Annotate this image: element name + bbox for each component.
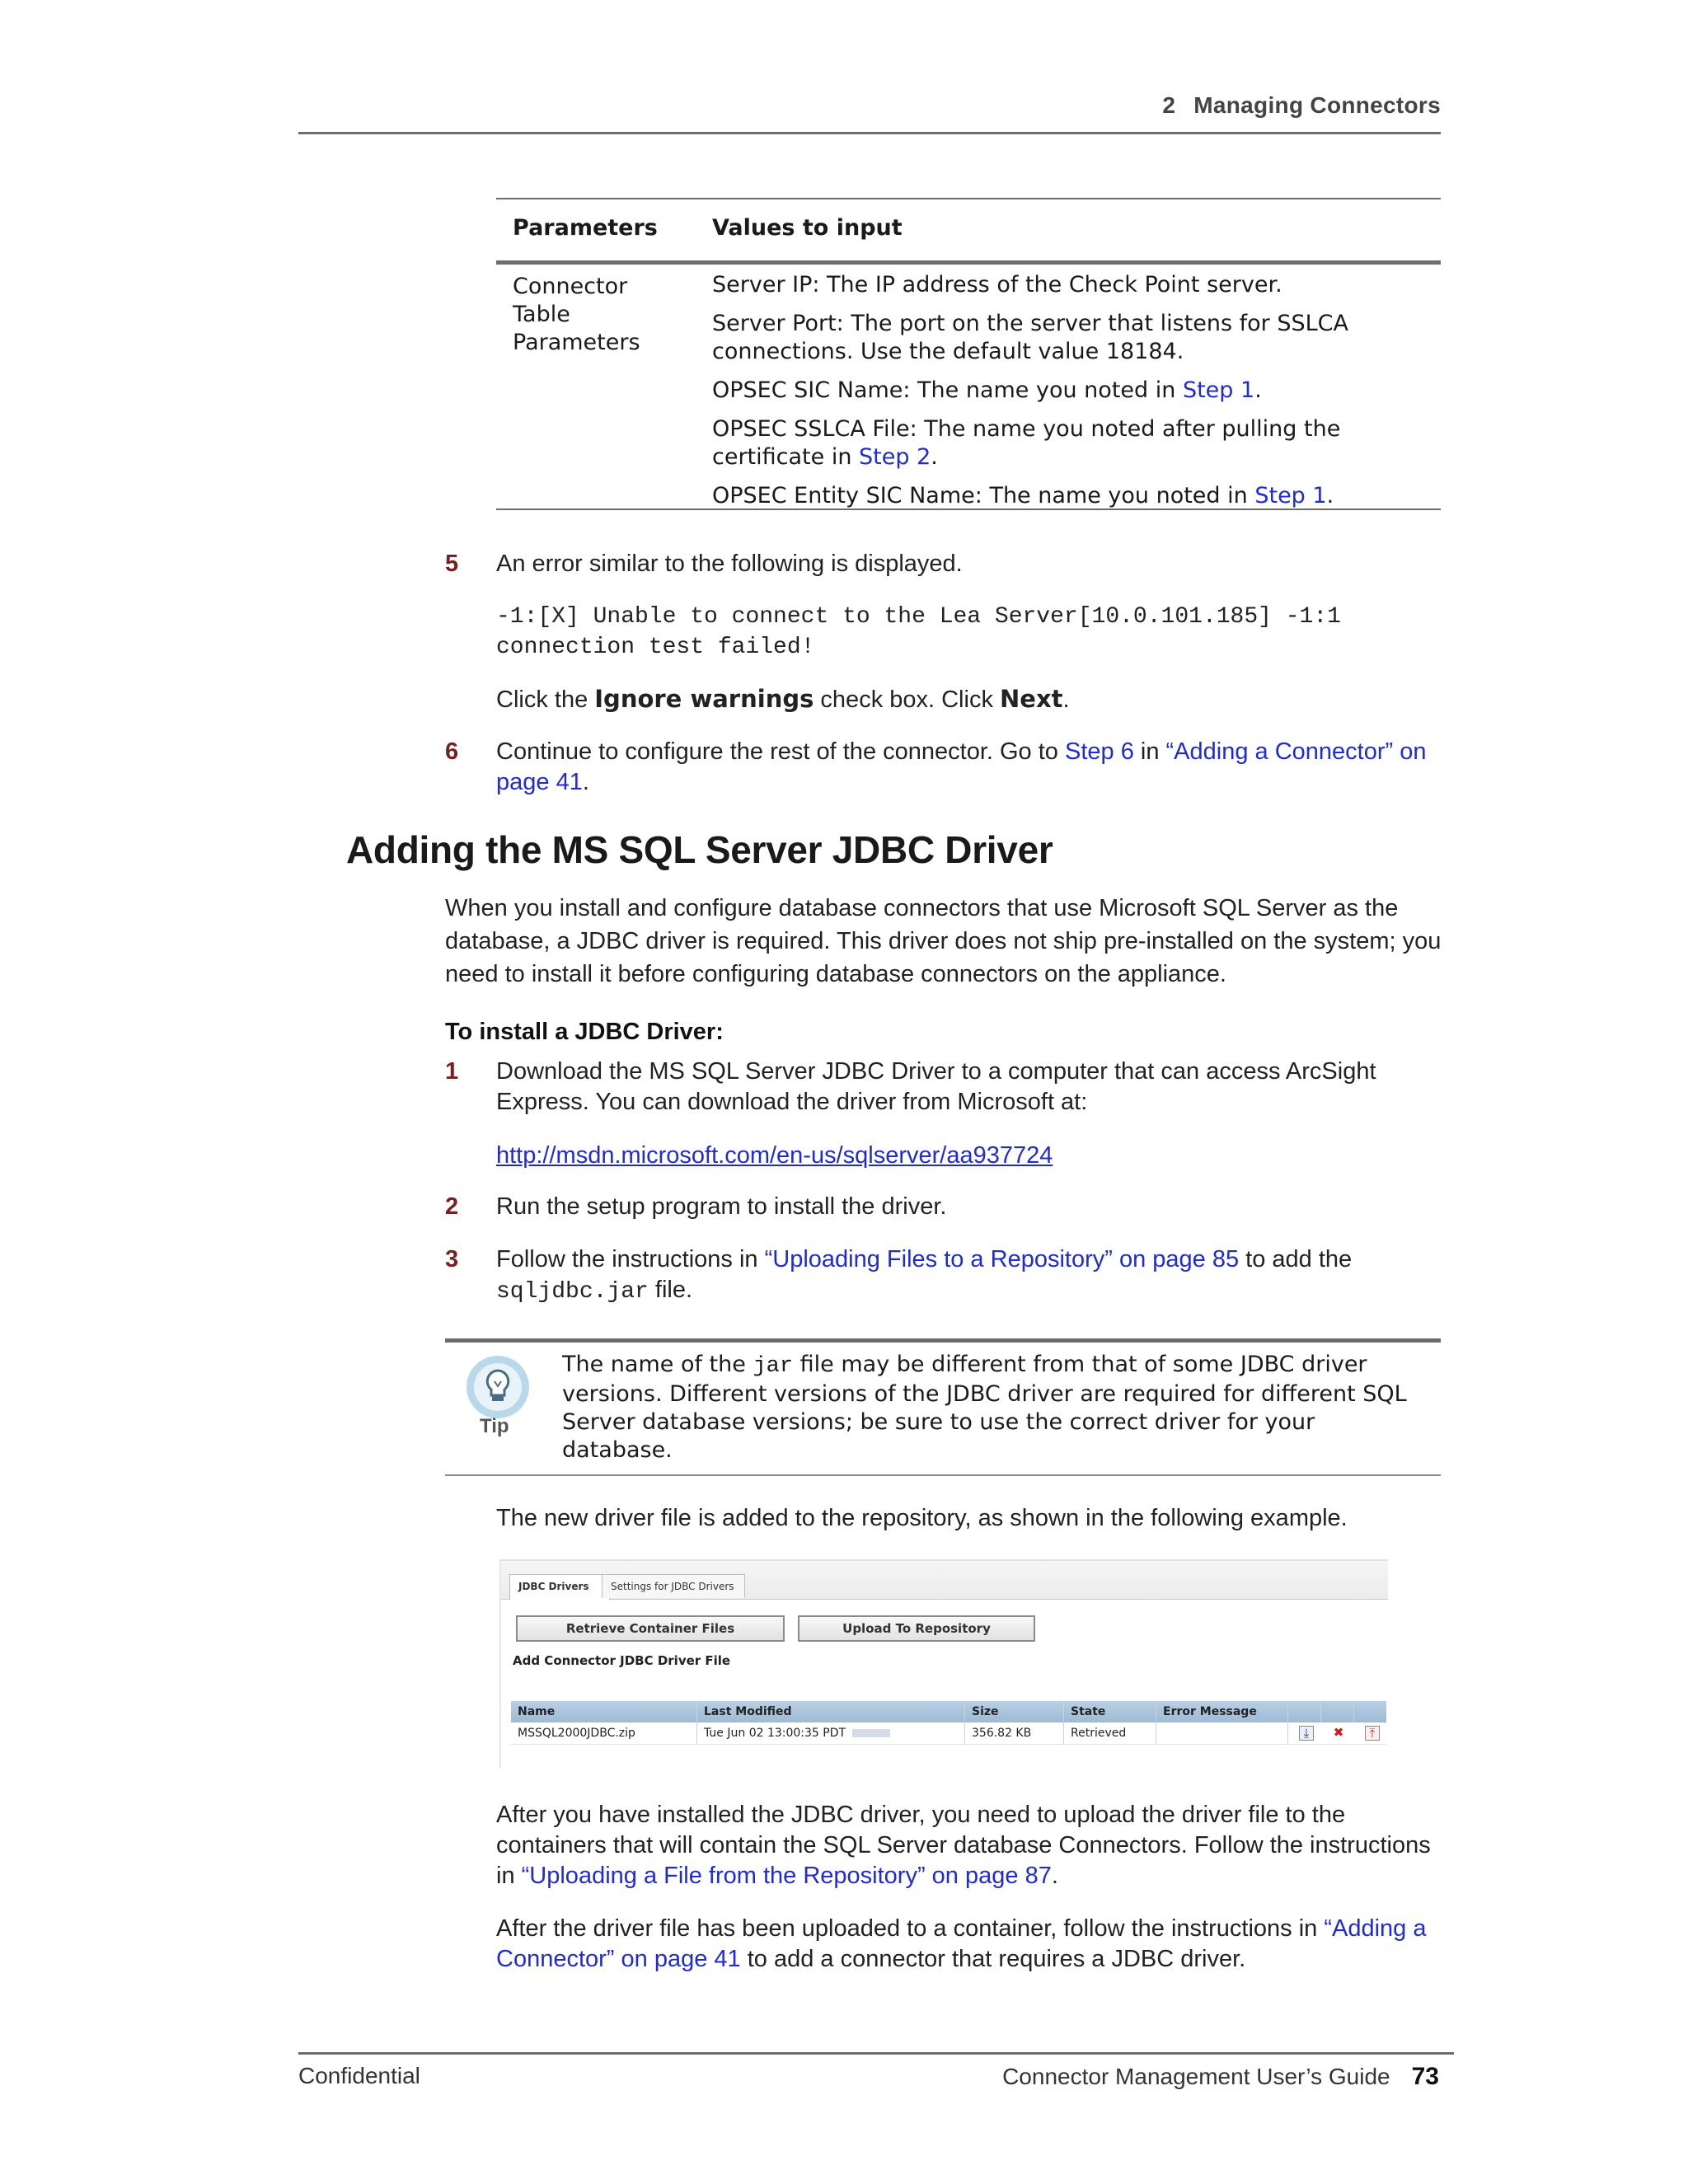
error-code-block [496,602,1441,663]
tip-icon [463,1354,537,1445]
grid-title: Add Connector JDBC Driver File [513,1653,731,1668]
paragraph-text: After you have installed the JDBC driver, you need to upload the driver file to the containers that will contain the SQL Server database Connectors. Follow the instructions in [496,1802,1431,1889]
paragraph-text: After the driver file has been uploaded to a container, follow the instructions in [496,1915,1325,1942]
tip-text-part: file may be different from that of some JDBC driver versions. Different versions of the JDBC driver are required for different SQL Server database versions; be sure to use the correct driver for your database. [562,1352,1407,1463]
step-number: 5 [445,551,459,577]
jar-code: jar [753,1354,794,1379]
retrieve-container-files-button[interactable]: Retrieve Container Files [516,1615,785,1642]
cell-name: MSSQL2000JDBC.zip [511,1722,697,1744]
grid-header [511,1701,1386,1722]
step-number: 1 [445,1058,459,1085]
table-row[interactable] [511,1722,1386,1745]
column-size[interactable]: Size [965,1701,1064,1722]
guide-title: Connector Management User’s Guide [1002,2064,1390,2089]
value-sslca-file [712,415,1421,471]
section-title: Adding the MS SQL Server JDBC Driver [346,828,1053,871]
microsoft-url [496,1141,1053,1171]
link-step-1[interactable]: Step 1 [1182,377,1255,403]
value-entity-sic-name [712,482,1421,510]
link-adding-a-connector[interactable]: “Adding a Connector” on page 41 [496,738,1427,795]
footer-confidential: Confidential [298,2063,420,2088]
column-action [1288,1701,1321,1722]
punctuation: . [1326,483,1334,509]
upload-to-repository-button[interactable]: Upload To Repository [798,1615,1035,1642]
chapter-title: Managing Connectors [1193,92,1441,118]
paragraph-text: to add a connector that requires a JDBC driver. [740,1946,1246,1972]
link-step-1[interactable]: Step 1 [1254,483,1327,509]
value-text: OPSEC Entity SIC Name: The name you noted in [712,483,1255,509]
link-step-2[interactable]: Step 2 [859,444,931,470]
parameter-values [712,271,1421,521]
step-number: 6 [445,738,459,765]
after-tip-text: The new driver file is added to the repository, as shown in the following example. [496,1505,1348,1531]
column-action [1354,1701,1386,1722]
link-uploading-file-from-repository[interactable]: “Uploading a File from the Repository” on page 87 [521,1863,1052,1889]
repository-screenshot [499,1559,1388,1769]
value-text: OPSEC SIC Name: The name you noted in [712,377,1183,403]
download-icon[interactable]: ⤓ [1299,1726,1314,1741]
page-header [298,92,1441,134]
filename-code: sqljdbc.jar [496,1279,649,1305]
cell-error-message [1156,1722,1288,1744]
column-error-message[interactable]: Error Message [1156,1701,1288,1722]
punctuation: . [931,444,938,470]
upload-icon[interactable]: ⤒ [1365,1726,1380,1741]
tab-bar [501,1559,1388,1600]
redacted-mark [852,1729,890,1737]
driver-file-grid [511,1701,1386,1745]
parameters-table [496,198,1441,510]
value-text: OPSEC SSLCA File: The name you noted after pulling the certificate in [712,416,1341,470]
column-state[interactable]: State [1064,1701,1156,1722]
value-server-port: Server Port: The port on the server that listens for SSLCA connections. Use the default value 18184. [712,311,1349,364]
cell-size: 356.82 KB [965,1722,1064,1744]
next-label: Next [1000,685,1063,713]
tip-label: Tip [480,1415,509,1437]
step-number: 2 [445,1193,459,1220]
closing-paragraph-2 [496,1914,1441,1975]
microsoft-url-link[interactable]: http://msdn.microsoft.com/en-us/sqlserver/aa937724 [496,1142,1053,1169]
column-header-parameters: Parameters [513,215,658,241]
step-6-text [496,737,1441,798]
install-step-1-text: Download the MS SQL Server JDBC Driver to a computer that can access ArcSight Express. You can download the driver from Microsoft at: [496,1058,1376,1115]
step-5-instruction [496,684,1441,715]
parameter-name: Connector Table Parameters [513,274,640,355]
instruction-text: check box. Click [814,687,1001,713]
value-server-ip: Server IP: The IP address of the Check Point server. [712,272,1282,298]
step-5-text: An error similar to the following is displayed. [496,551,963,577]
cell-last-modified [697,1722,965,1744]
link-uploading-files[interactable]: “Uploading Files to a Repository” on page 85 [764,1246,1240,1272]
code-line: -1:[X] Unable to connect to the Lea Server[10.0.101.185] -1:1 [496,604,1341,630]
procedure-title: To install a JDBC Driver: [445,1019,724,1045]
footer-guide [1002,2063,1439,2091]
column-last-modified[interactable]: Last Modified [697,1701,965,1722]
page-number: 73 [1411,2063,1439,2090]
value-sic-name [712,377,1421,405]
step-text: Continue to configure the rest of the connector. Go to [496,738,1065,765]
tab-settings-jdbc-drivers[interactable]: Settings for JDBC Drivers [602,1574,745,1598]
instruction-text: Click the [496,687,595,713]
page-footer [298,2052,1454,2096]
section-intro: When you install and configure database connectors that use Microsoft SQL Server as the database, a JDBC driver is required. This driver does not ship pre-installed on the system; you need to install it before configuring database connectors on the appliance. [445,895,1442,987]
running-header [1162,92,1441,119]
code-line: connection test failed! [496,635,815,660]
closing-paragraph-1 [496,1800,1441,1891]
modified-text: Tue Jun 02 13:00:35 PDT [704,1727,846,1740]
tip-box [445,1338,1441,1476]
punctuation: . [1062,687,1070,713]
step-text: to add the [1239,1246,1353,1272]
cell-state: Retrieved [1064,1722,1156,1744]
delete-icon[interactable]: ✖ [1333,1725,1344,1740]
step-text: in [1133,738,1166,765]
step-number: 3 [445,1246,459,1272]
tip-text [562,1351,1428,1465]
step-text: Follow the instructions in [496,1246,765,1272]
link-adding-a-connector[interactable]: “Adding a Connector” on page 41 [496,1915,1427,1972]
chapter-number: 2 [1162,92,1176,118]
step-text: file. [648,1277,693,1303]
ignore-warnings-label: Ignore warnings [594,685,814,713]
punctuation: . [1254,377,1262,403]
install-step-3-text [496,1244,1441,1307]
table-row [496,265,1441,509]
column-action [1321,1701,1354,1722]
tip-text-part: The name of the [562,1352,753,1377]
tab-jdbc-drivers[interactable]: JDBC Drivers [509,1574,610,1600]
column-name[interactable]: Name [511,1701,697,1722]
punctuation: . [1051,1863,1058,1889]
install-step-2-text: Run the setup program to install the driver. [496,1193,947,1220]
table-header [496,199,1441,265]
punctuation: . [582,769,589,795]
link-step-6[interactable]: Step 6 [1064,738,1134,765]
column-header-values: Values to input [712,215,903,241]
